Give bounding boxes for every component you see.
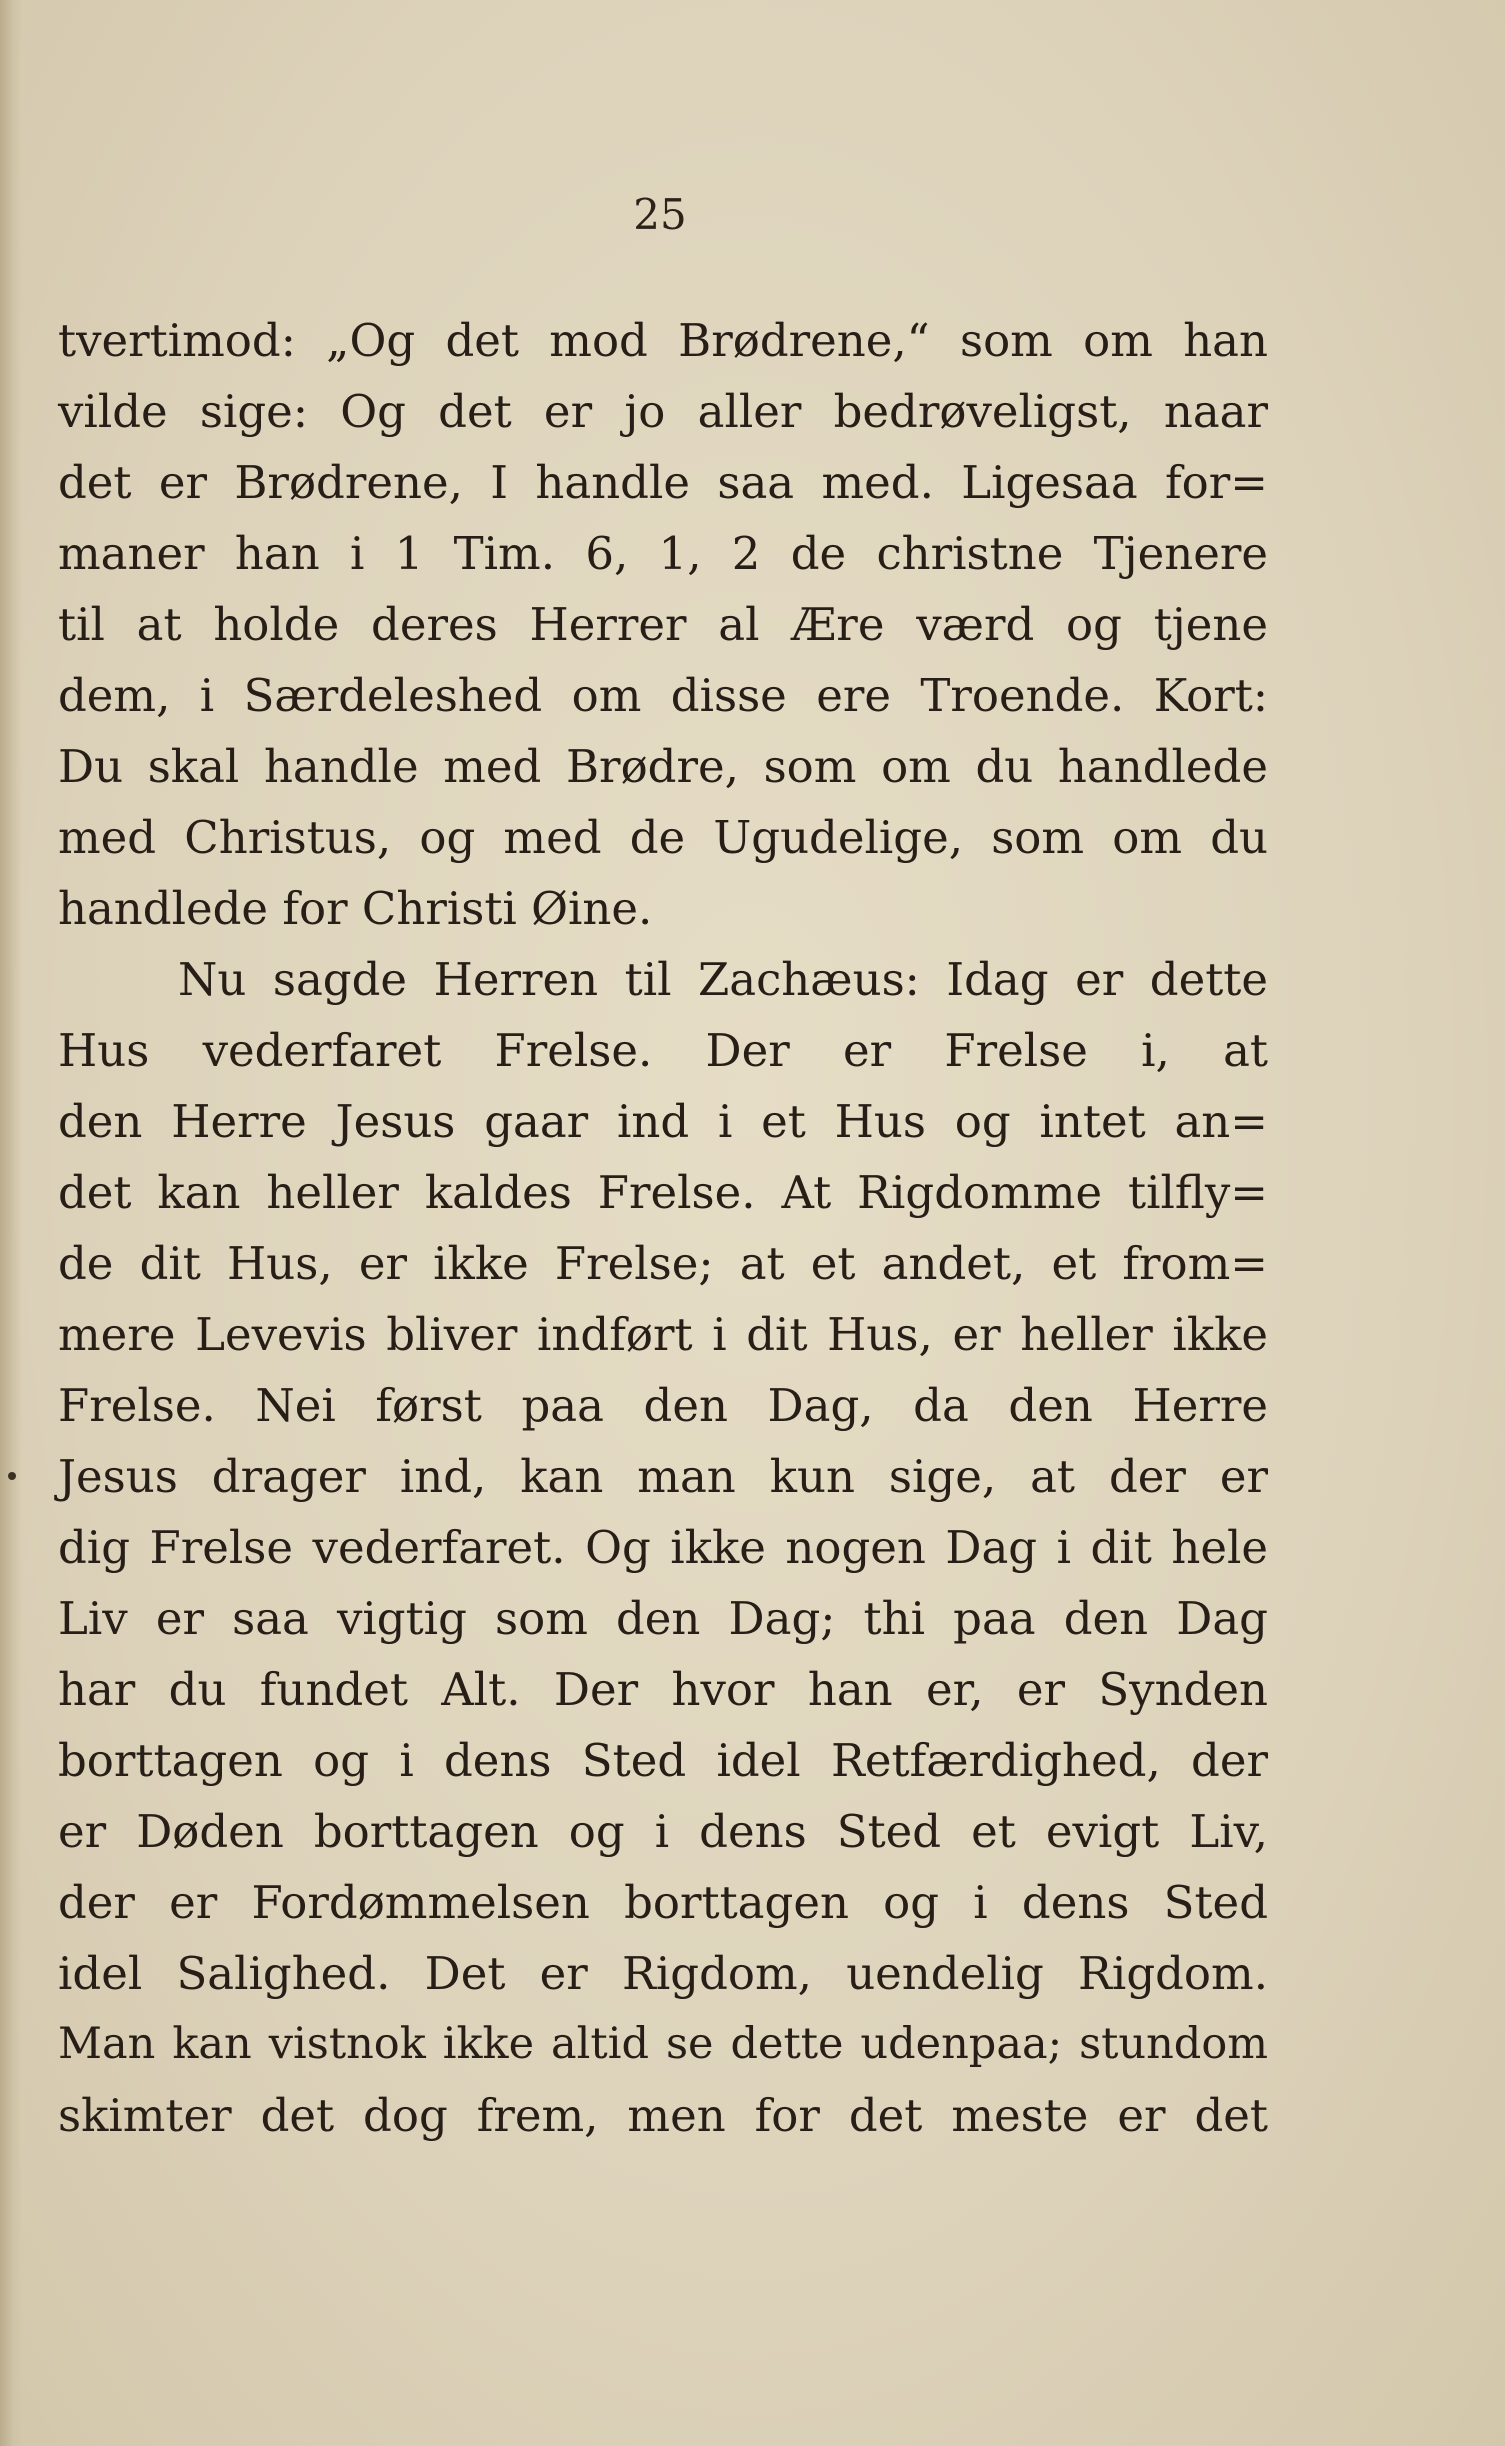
text-line: vilde sige: Og det er jo aller bedrøveligst, naar: [58, 385, 1268, 438]
text-line: de dit Hus, er ikke Frelse; at et andet, et from=: [58, 1237, 1268, 1290]
text-line: dig Frelse vederfaret. Og ikke nogen Dag i dit hele: [58, 1521, 1268, 1574]
text-line: Man kan vistnok ikke altid se dette udenpaa; stundom: [58, 2019, 1268, 2069]
margin-mark: [8, 1472, 16, 1480]
text-line: til at holde deres Herrer al Ære værd og tjene: [58, 598, 1268, 651]
text-line: tvertimod: „Og det mod Brødrene,“ som om han: [58, 314, 1268, 367]
text-line: Frelse. Nei først paa den Dag, da den Herre: [58, 1379, 1268, 1432]
text-line: Nu sagde Herren til Zachæus: Idag er dette: [178, 953, 1268, 1006]
text-line: skimter det dog frem, men for det meste er det: [58, 2089, 1268, 2142]
text-line: maner han i 1 Tim. 6, 1, 2 de christne Tjenere: [58, 527, 1268, 580]
text-line: er Døden borttagen og i dens Sted et evigt Liv,: [58, 1805, 1268, 1858]
text-line: borttagen og i dens Sted idel Retfærdighed, der: [58, 1734, 1268, 1787]
text-line: handlede for Christi Øine.: [58, 882, 653, 935]
page-edge-shadow: [0, 0, 22, 2446]
text-line: Liv er saa vigtig som den Dag; thi paa den Dag: [58, 1592, 1268, 1645]
text-line: dem, i Særdeleshed om disse ere Troende. Kort:: [58, 669, 1268, 722]
body-text: [58, 305, 1268, 2151]
text-line: idel Salighed. Det er Rigdom, uendelig Rigdom.: [58, 1947, 1268, 2000]
text-line: har du fundet Alt. Der hvor han er, er Synden: [58, 1663, 1268, 1716]
text-line: Hus vederfaret Frelse. Der er Frelse i, at: [58, 1024, 1268, 1077]
text-line: det er Brødrene, I handle saa med. Ligesaa for=: [58, 456, 1268, 509]
text-line: der er Fordømmelsen borttagen og i dens Sted: [58, 1876, 1268, 1929]
page-number: 25: [633, 190, 687, 239]
text-line: det kan heller kaldes Frelse. At Rigdomme tilfly=: [58, 1166, 1268, 1219]
text-line: med Christus, og med de Ugudelige, som om du: [58, 811, 1268, 864]
text-line: Du skal handle med Brødre, som om du handlede: [58, 740, 1268, 793]
text-line: Jesus drager ind, kan man kun sige, at der er: [58, 1450, 1268, 1503]
text-line: den Herre Jesus gaar ind i et Hus og intet an=: [58, 1095, 1268, 1148]
text-line: mere Levevis bliver indført i dit Hus, er heller ikke: [58, 1308, 1268, 1361]
